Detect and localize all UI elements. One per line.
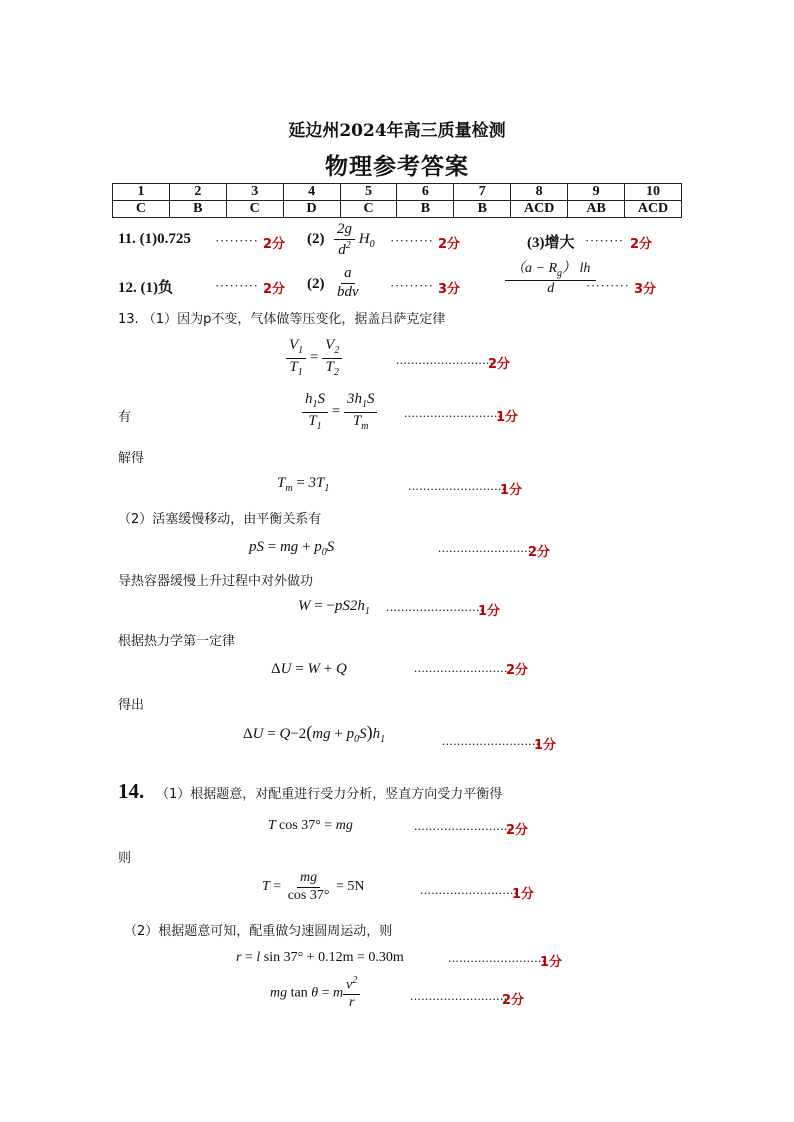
q11-label: 11. (1)0.725 bbox=[118, 231, 191, 247]
q13-leader-5: .......................... bbox=[386, 599, 484, 614]
question-number: 1 bbox=[113, 184, 170, 201]
q14-number: 14. bbox=[118, 779, 145, 803]
q13-score-3: 1分 bbox=[500, 483, 523, 498]
question-number: 6 bbox=[397, 184, 454, 201]
q13-score-6: 2分 bbox=[506, 663, 529, 678]
q13-leader-4: .......................... bbox=[438, 540, 536, 555]
q13-score-5: 1分 bbox=[478, 604, 501, 619]
question-number: 5 bbox=[340, 184, 397, 201]
answer-cell: B bbox=[397, 201, 454, 218]
q12-dots-2: ········· bbox=[390, 278, 434, 293]
answer-cell: D bbox=[283, 201, 340, 218]
q12-part2-label: (2) bbox=[307, 276, 325, 292]
q12-score-3: 3分 bbox=[634, 282, 657, 297]
question-number: 10 bbox=[625, 184, 682, 201]
table-row bbox=[113, 201, 682, 218]
answer-table bbox=[112, 183, 682, 218]
q13-eq3: $T_m = 3T_1$ bbox=[277, 475, 330, 494]
answer-cell: B bbox=[169, 201, 226, 218]
q13-you: 有 bbox=[118, 410, 132, 425]
q13-deduce: 得出 bbox=[118, 698, 145, 713]
q13-jiede: 解得 bbox=[118, 451, 145, 466]
q11-dots-3: ········ bbox=[585, 233, 624, 248]
q14-part2: （2）根据题意可知，配重做匀速圆周运动，则 bbox=[124, 924, 393, 939]
q12-formula-3: $\frac{(a - R_g) lh}{d}$ bbox=[505, 262, 596, 297]
q14-leader-1: .......................... bbox=[414, 818, 512, 833]
q12-dots-3: ········· bbox=[586, 278, 630, 293]
q11-dots: ········· bbox=[215, 233, 259, 248]
q13-score-2: 1分 bbox=[496, 410, 519, 425]
q14-ze: 则 bbox=[118, 851, 132, 866]
question-number: 9 bbox=[568, 184, 625, 201]
q13-work-text: 导热容器缓慢上升过程中对外做功 bbox=[118, 574, 314, 589]
q13-leader-6: .......................... bbox=[414, 660, 512, 675]
answer-cell: AB bbox=[568, 201, 625, 218]
q13-intro: 13. （1）因为p不变，气体做等压变化，据盖吕萨克定律 bbox=[118, 312, 446, 327]
q12-dots: ········· bbox=[215, 278, 259, 293]
q14-leader-4: .......................... bbox=[410, 988, 508, 1003]
answer-cell: C bbox=[340, 201, 397, 218]
q14-score-1: 2分 bbox=[506, 823, 529, 838]
q14-leader-3: .......................... bbox=[448, 950, 546, 965]
answer-cell: ACD bbox=[625, 201, 682, 218]
answer-cell: ACD bbox=[511, 201, 568, 218]
question-number: 3 bbox=[226, 184, 283, 201]
q14-score-2: 1分 bbox=[512, 887, 535, 902]
q13-score-7: 1分 bbox=[534, 738, 557, 753]
q14-eq1: T cos 37° = mg bbox=[268, 818, 353, 833]
answer-key-title: 物理参考答案 bbox=[325, 154, 469, 180]
q13-eq7: $\Delta U = Q-2(mg + p_0S)h_1$ bbox=[243, 722, 386, 745]
q12-score-2: 3分 bbox=[438, 282, 461, 297]
question-number: 2 bbox=[169, 184, 226, 201]
table-row bbox=[113, 184, 682, 201]
q13-law-text: 根据热力学第一定律 bbox=[118, 634, 236, 649]
q11-dots-2: ········· bbox=[390, 233, 434, 248]
q13-leader-7: .......................... bbox=[442, 733, 540, 748]
q12-formula-2: $\frac{a}{\text{bdv}}$ bbox=[337, 265, 359, 300]
q13-eq5: $W = -pS2h_1$ bbox=[298, 598, 370, 617]
answer-cell: B bbox=[454, 201, 511, 218]
answer-cell: C bbox=[226, 201, 283, 218]
q14-leader-2: .......................... bbox=[420, 882, 518, 897]
q14-eq2: T = $\frac{mg}{\cos 37^\circ}$ = 5N bbox=[262, 870, 365, 903]
q11-formula: $\frac{2g}{d^2}$ $H_0$ bbox=[334, 222, 375, 259]
q11-part2-label: (2) bbox=[307, 231, 325, 247]
q13-eq6: ΔU = W + Q bbox=[271, 661, 347, 677]
q13-eq2: $\frac{h_1S}{T_1}$ = $\frac{3h_1S}{T_m}$ bbox=[302, 392, 377, 432]
q13-score-4: 2分 bbox=[528, 545, 551, 560]
q13-score-1: 2分 bbox=[488, 357, 511, 372]
q13-leader-2: .......................... bbox=[404, 405, 502, 420]
q14-score-3: 1分 bbox=[540, 955, 563, 970]
q13-eq4: pS = mg + $p_0S$ bbox=[249, 539, 335, 558]
q13-eq1: $\frac{V_1}{T_1}$ = $\frac{V_2}{T_2}$ bbox=[286, 338, 342, 378]
q11-score-1: 2分 bbox=[263, 237, 286, 252]
q14-score-4: 2分 bbox=[502, 993, 525, 1008]
q11-score-3: 2分 bbox=[630, 237, 653, 252]
question-number: 7 bbox=[454, 184, 511, 201]
question-number: 8 bbox=[511, 184, 568, 201]
q12-label: 12. (1)负 bbox=[118, 280, 173, 296]
q14-eq3: r = l sin 37° + 0.12m = 0.30m bbox=[236, 950, 404, 965]
q13-leader-1: .......................... bbox=[396, 352, 494, 367]
exam-title: 延边州2024年高三质量检测 bbox=[288, 121, 506, 141]
question-number: 4 bbox=[283, 184, 340, 201]
q11-part3-label: (3)增大 bbox=[527, 235, 575, 251]
answer-cell: C bbox=[113, 201, 170, 218]
q13-leader-3: .......................... bbox=[408, 478, 506, 493]
q14-intro: （1）根据题意，对配重进行受力分析，竖直方向受力平衡得 bbox=[156, 787, 503, 802]
q14-eq4: mg tan θ = m $\frac{v^2}{r}$ bbox=[270, 976, 360, 1011]
q12-score-1: 2分 bbox=[263, 282, 286, 297]
q13-part2: （2）活塞缓慢移动，由平衡关系有 bbox=[118, 512, 322, 527]
q11-score-2: 2分 bbox=[438, 237, 461, 252]
